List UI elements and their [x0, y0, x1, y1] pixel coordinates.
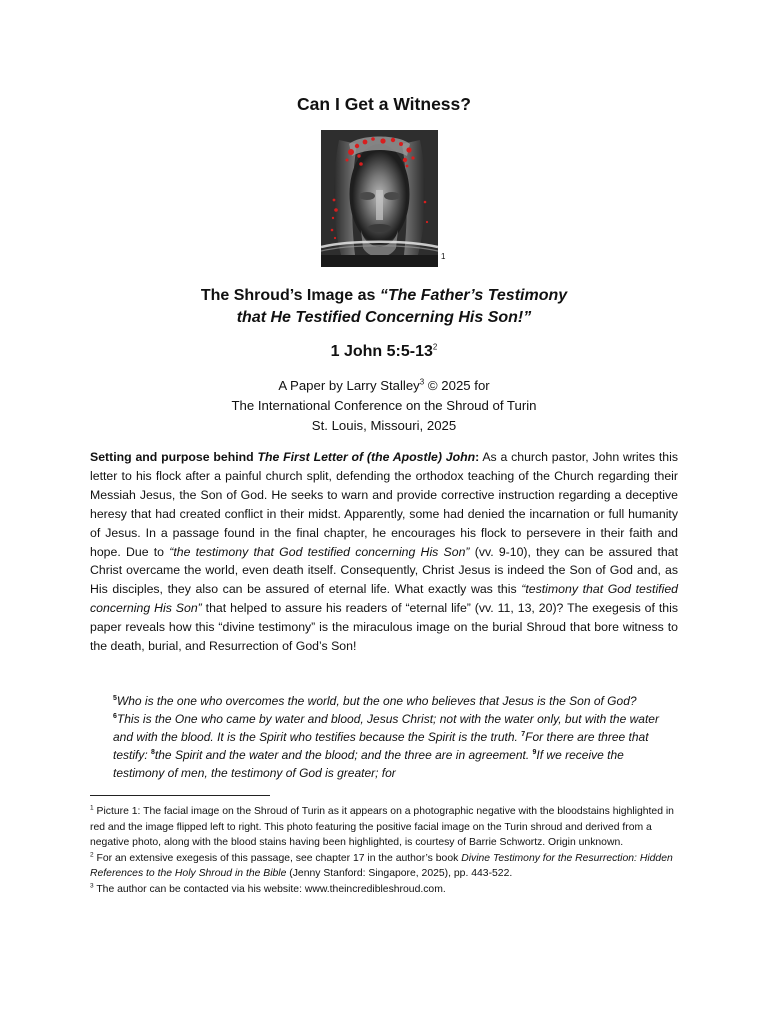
footnote-divider [90, 795, 270, 796]
body-text-part2: (vv. 9-10), they can be assured that Christ overcame the world, even death itself. Consequently, Christ Jesus is indeed the Son of God and, as His disciples, they also can be assured of eternal life. What exactly was this [90, 544, 678, 597]
body-text-part3: that helped to assure his readers of “eternal life” (vv. 11, 13, 20)? The exegesis of this paper reveals how this “divine testimony” is the miraculous image on the burial Shroud that bore witness to the death, burial, and Resurrection of God’s Son! [90, 601, 678, 654]
section-heading-colon: : [475, 450, 480, 464]
footnote-3 [90, 882, 682, 898]
body-text-part1: As a church pastor, John writes this letter to his flock after a painful church split, defending the orthodox teaching of the Church regarding their Messiah Jesus, the Son of God. He seeks to warn and provide corrective instruction regarding a deceptive heresy that had created conflict in their midst. Apparently, some had denied the incarnation or full humanity of Jesus. In a passage found in the final chapter, he encourages his flock to persevere in their faith and hope. Due to [90, 450, 678, 559]
subtitle-plain: The Shroud’s Image as [200, 287, 380, 304]
footnote-2-number: 2 [90, 851, 94, 859]
verse-number-9: 9 [532, 749, 537, 756]
footnote-2-book-title: Divine Testimony for the Resurrection: Hidden References to the Holy Shroud in the Bible [90, 852, 673, 879]
byline-line1 [0, 376, 768, 396]
scripture-reference [0, 343, 768, 361]
body-quote-1: “the testimony that God testified concerning His Son” [169, 544, 470, 559]
verse-number-6: 6 [113, 713, 117, 720]
verse-number-8: 8 [151, 749, 155, 756]
byline-conference: The International Conference on the Shroud of Turin [231, 398, 537, 413]
paper-subtitle [0, 285, 768, 329]
section-heading: Setting and purpose behind [90, 450, 258, 464]
footnote-2 [90, 851, 682, 882]
shroud-face-image [321, 130, 438, 267]
scripture-reference-text: 1 John 5:5-13 [330, 343, 433, 360]
verse-8-text: the Spirit and the water and the blood; and the three are in agreement. [154, 748, 533, 762]
verse-5-text: Who is the one who overcomes the world, but the one who believes that Jesus is the Son of God? [116, 694, 637, 708]
section-heading-italic: The First Letter of (the Apostle) John [257, 450, 476, 464]
footnote-2-text: For an extensive exegesis of this passage, see chapter 17 in the author’s book [93, 852, 462, 864]
body-paragraph [90, 448, 678, 656]
verse-number-5: 5 [113, 695, 117, 702]
footnote-1-number: 1 [90, 804, 94, 812]
footnote-marker-3: 3 [419, 377, 425, 387]
verse-9-text: If we receive the testimony of men, the testimony of God is greater; for [113, 748, 624, 780]
subtitle-italic-line2: that He Testified Concerning His Son!” [236, 309, 532, 326]
byline [0, 376, 768, 436]
byline-copyright: © 2025 for [424, 378, 490, 393]
footnote-3-text: The author can be contacted via his website: www.theincredibleshroud.com. [93, 883, 446, 895]
body-quote-2: “testimony that God testified concerning His Son” [90, 582, 679, 616]
verse-7-text: For there are three that testify: [113, 730, 649, 762]
verse-number-7: 7 [521, 731, 526, 738]
footnote-2-citation: (Jenny Stanford: Singapore, 2025), pp. 443-522. [286, 868, 513, 879]
page-title: Can I Get a Witness? [297, 94, 471, 114]
verse-6-text: This is the One who came by water and blood, Jesus Christ; not with the water only, but with the water and with the blood. It is the Spirit who testifies because the Spirit is the truth. [113, 712, 659, 744]
subtitle-italic-line1: “The Father’s Testimony [379, 287, 568, 304]
footnote-1 [90, 804, 682, 851]
footnote-1-text: Picture 1: The facial image on the Shroud of Turin as it appears on a photographic negative with the bloodstains highlighted in red and the image flipped left to right. This photo featuring the positive facial image on the Turin shroud and derived from a negative photo, along with the blood stains having been highlighted, is courtesy of Barrie Schwortz. Origin unknown. [90, 806, 674, 848]
footnotes [90, 804, 682, 897]
figure-footnote-marker: 1 [441, 252, 446, 261]
scripture-block-quote [113, 692, 659, 782]
byline-location: St. Louis, Missouri, 2025 [311, 418, 457, 433]
footnote-3-number: 3 [90, 882, 94, 890]
byline-author: A Paper by Larry Stalley [278, 378, 420, 393]
footnote-marker-2: 2 [432, 342, 438, 352]
